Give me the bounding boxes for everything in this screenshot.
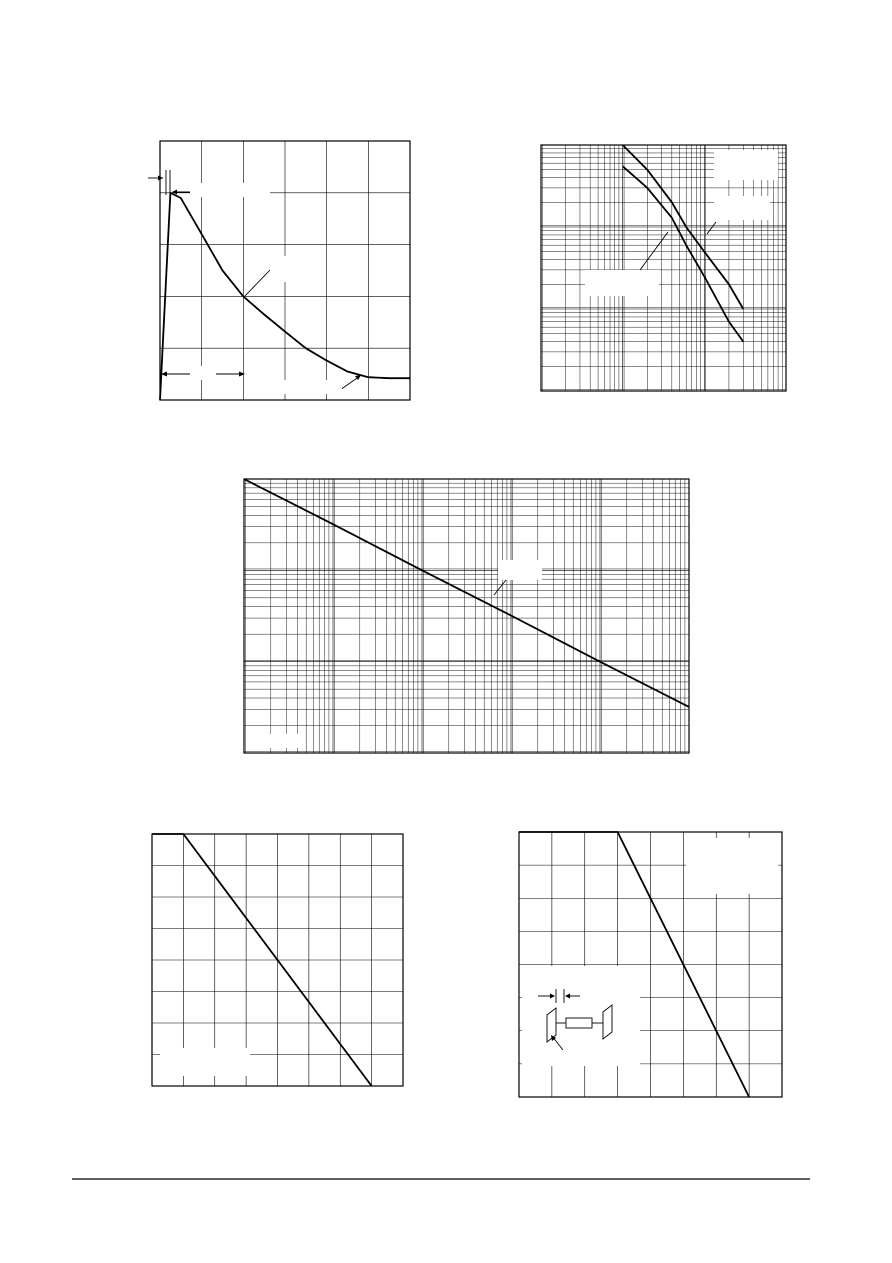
chart-5	[519, 832, 782, 1097]
chart-3-frame	[244, 479, 689, 753]
chart-2-label-box-low	[585, 270, 659, 296]
chart-3-leader	[494, 580, 506, 595]
chart-2-annotations	[585, 150, 778, 296]
chart-2-grid	[541, 145, 786, 391]
chart-2-series-2	[623, 166, 744, 341]
chart-2-frame	[541, 145, 786, 391]
chart-2-label-box-top	[714, 150, 778, 180]
chart-1-label-box-tail	[272, 380, 342, 394]
chart-2-leader-a	[707, 222, 716, 234]
chart-2-leader-b	[640, 232, 668, 270]
chart-1-leader-mid	[244, 270, 270, 297]
chart-2-label-box-mid	[714, 196, 770, 220]
chart-3-series-1	[244, 479, 689, 707]
chart-3-grid	[244, 479, 689, 753]
chart-5-inset	[522, 966, 640, 1066]
chart-3-label-box-mid	[498, 560, 542, 580]
chart-4	[152, 834, 403, 1086]
chart-1	[148, 141, 410, 400]
chart-1-label-box-top	[190, 183, 270, 197]
chart-1-dim-head-right	[239, 372, 245, 377]
chart-1-label-box-mid	[270, 256, 310, 282]
chart-4-label-box-corner	[160, 1048, 250, 1076]
chart-3	[244, 479, 689, 753]
chart-5-inset-background	[522, 966, 640, 1066]
chart-3-annotations	[268, 560, 542, 748]
chart-1-label-box-dim	[190, 366, 216, 380]
chart-3-label-box-corner	[268, 734, 304, 748]
chart-5-label-box-top	[686, 838, 778, 894]
chart-2	[541, 145, 786, 391]
chart-1-annotations	[148, 170, 361, 394]
